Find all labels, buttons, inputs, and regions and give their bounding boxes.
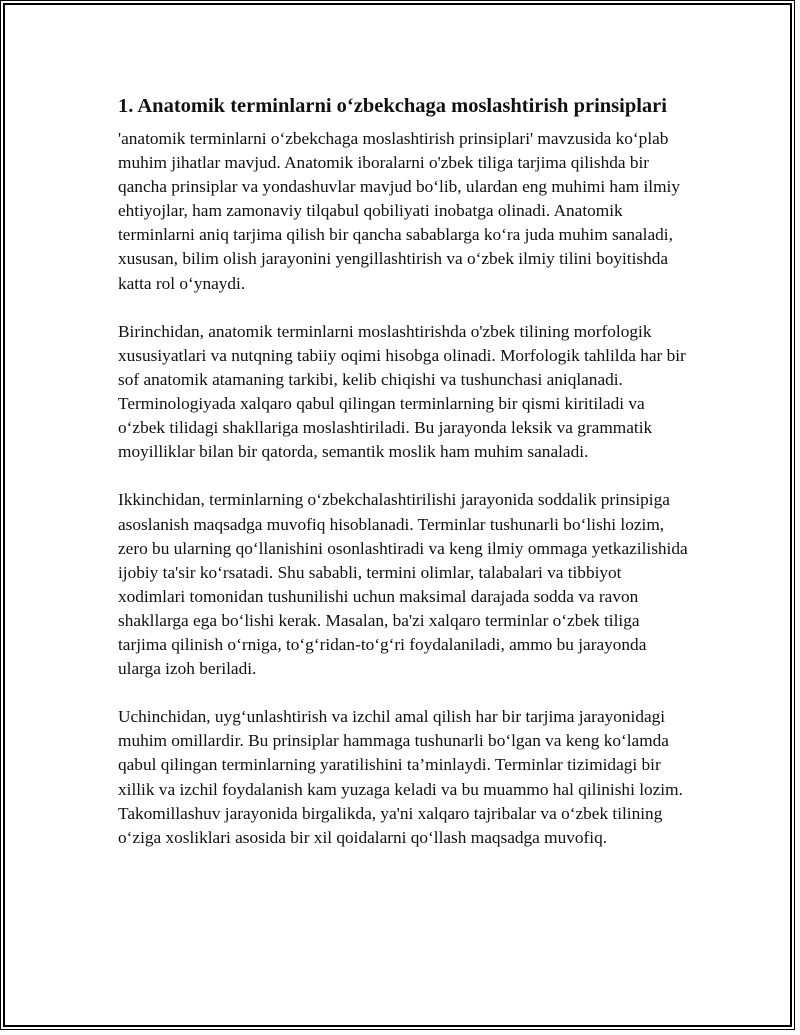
section-heading: 1. Anatomik terminlarni o‘zbekchaga moslashtirish prinsiplari: [118, 95, 667, 117]
paragraph-second: Ikkinchidan, terminlarning o‘zbekchalashtirilishi jarayonida soddalik prinsipiga asoslanish maqsadga muvofiq hisoblanadi. Terminlar tushunarli bo‘lishi lozim, zero bu ularning qo‘llanishini osonlashtiradi va keng ilmiy ommaga yetkazilishida ijobiy ta'sir ko‘rsatadi. Shu sababli, termini olimlar, talabalari va tibbiyot xodimlari tomonidan tushunilishi uchun maksimal darajada sodda va ravon shakllarga ega bo‘lishi kerak. Masalan, ba'zi xalqaro terminlar o‘zbek tiliga tarjima qilinish o‘rniga, to‘g‘ridan-to‘g‘ri foydalaniladi, ammo bu jarayonda ularga izoh beriladi.: [118, 490, 688, 679]
paragraph-third: Uchinchidan, uyg‘unlashtirish va izchil amal qilish har bir tarjima jarayonidagi muhim omillardir. Bu prinsiplar hammaga tushunarli bo‘lgan va keng ko‘lamda qabul qilingan terminlarning yaratilishini ta’minlaydi. Terminlar tizimidagi bir xillik va izchil foydalanish kam yuzaga keladi va bu muammo hal qilinishi lozim. Takomillashuv jarayonida birgalikda, ya'ni xalqaro tajribalar va o‘zbek tilining o‘ziga xosliklari asosida bir xil qoidalarni qo‘llash maqsadga muvofiq.: [118, 707, 683, 847]
paragraph-intro: 'anatomik terminlarni o‘zbekchaga moslashtirish prinsiplari' mavzusida ko‘plab muhim jihatlar mavjud. Anatomik iboralarni o'zbek tiliga tarjima qilishda bir qancha prinsiplar va yondashuvlar mavjud bo‘lib, ulardan eng muhimi ham ilmiy ehtiyojlar, ham zamonaviy tilqabul qobiliyati inobatga olinadi. Anatomik terminlarni aniq tarjima qilish bir qancha sabablarga ko‘ra juda muhim sanaladi, xususan, bilim olish jarayonini yengillashtirish va o‘zbek ilmiy tilini boyitishda katta rol o‘ynaydi.: [118, 129, 680, 293]
paragraph-first: Birinchidan, anatomik terminlarni moslashtirishda o'zbek tilining morfologik xususiyatlari va nutqning tabiiy oqimi hisobga olinadi. Morfologik tahlilda har bir sof anatomik atamaning tarkibi, kelib chiqishi va tushunchasi aniqlanadi. Terminologiyada xalqaro qabul qilingan terminlarning bir qismi kiritiladi va o‘zbek tilidagi shakllariga moslashtiriladi. Bu jarayonda leksik va grammatik moyilliklar bilan bir qatorda, semantik moslik ham muhim sanaladi.: [118, 321, 686, 462]
document-body: [118, 92, 690, 874]
